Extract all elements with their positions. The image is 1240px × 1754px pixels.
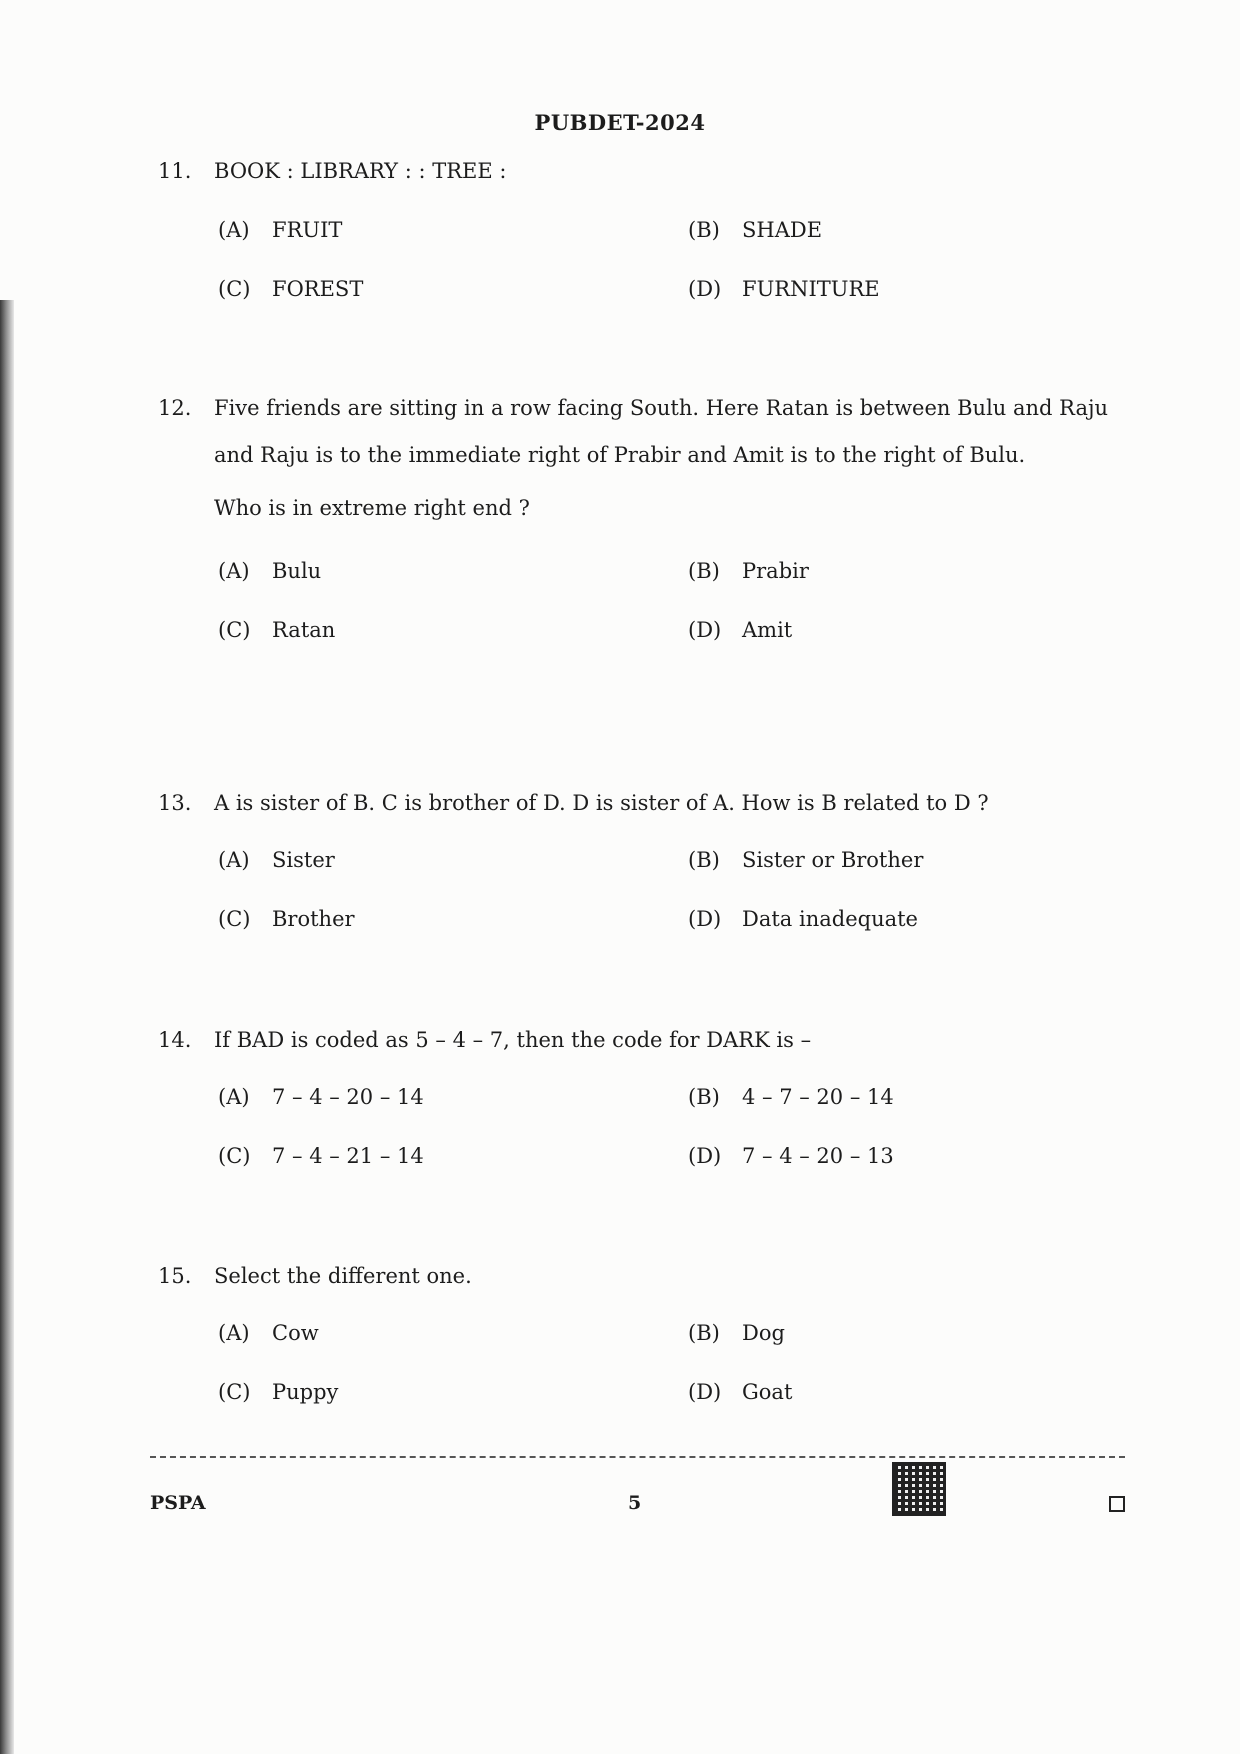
question-number: 15.: [158, 1264, 192, 1288]
question-13: [158, 780, 1108, 949]
question-number: 13.: [158, 791, 192, 815]
option-d: (D) Goat: [688, 1380, 793, 1404]
question-12: [158, 385, 1108, 660]
footer-divider: [150, 1456, 1125, 1458]
option-d: (D) Amit: [688, 618, 793, 642]
option-a: (A) Sister: [218, 848, 335, 872]
option-d: (D) Data inadequate: [688, 907, 918, 931]
scan-edge: [0, 300, 14, 1754]
option-c: (C) FOREST: [218, 277, 364, 301]
question-number: 12.: [158, 396, 192, 420]
question-number: 11.: [158, 159, 192, 183]
qr-code-icon: [892, 1462, 946, 1516]
page-footer: [150, 1456, 1125, 1526]
option-b: (B) SHADE: [688, 218, 823, 242]
option-c: (C) Ratan: [218, 618, 336, 642]
option-a: (A) Cow: [218, 1321, 319, 1345]
page-number: 5: [628, 1492, 642, 1514]
question-text: Five friends are sitting in a row facing South. Here Ratan is between Bulu and Raju and Raju is to the immediate right of Prabir and Amit is to the right of Bulu.: [214, 396, 1108, 467]
option-a: (A) Bulu: [218, 559, 322, 583]
option-a: (A) 7 – 4 – 20 – 14: [218, 1085, 424, 1109]
booklet-code: PSPA: [150, 1492, 206, 1514]
option-b: (B) Sister or Brother: [688, 848, 924, 872]
question-14: [158, 1017, 1108, 1186]
option-d: (D) FURNITURE: [688, 277, 880, 301]
option-c: (C) 7 – 4 – 21 – 14: [218, 1144, 424, 1168]
question-text: BOOK : LIBRARY : : TREE :: [214, 159, 507, 183]
option-c: (C) Puppy: [218, 1380, 339, 1404]
option-a: (A) FRUIT: [218, 218, 343, 242]
question-number: 14.: [158, 1028, 192, 1052]
option-b: (B) 4 – 7 – 20 – 14: [688, 1085, 894, 1109]
question-text: A is sister of B. C is brother of D. D is sister of A. How is B related to D ?: [214, 791, 989, 815]
page-title: PUBDET-2024: [534, 110, 706, 135]
question-11: [158, 148, 1108, 319]
question-prompt: Who is in extreme right end ?: [214, 496, 530, 520]
option-d: (D) 7 – 4 – 20 – 13: [688, 1144, 894, 1168]
option-c: (C) Brother: [218, 907, 355, 931]
option-b: (B) Prabir: [688, 559, 809, 583]
question-text: Select the different one.: [214, 1264, 472, 1288]
question-15: [158, 1253, 1108, 1422]
square-icon: [1109, 1496, 1125, 1512]
question-text: If BAD is coded as 5 – 4 – 7, then the code for DARK is –: [214, 1028, 812, 1052]
option-b: (B) Dog: [688, 1321, 785, 1345]
